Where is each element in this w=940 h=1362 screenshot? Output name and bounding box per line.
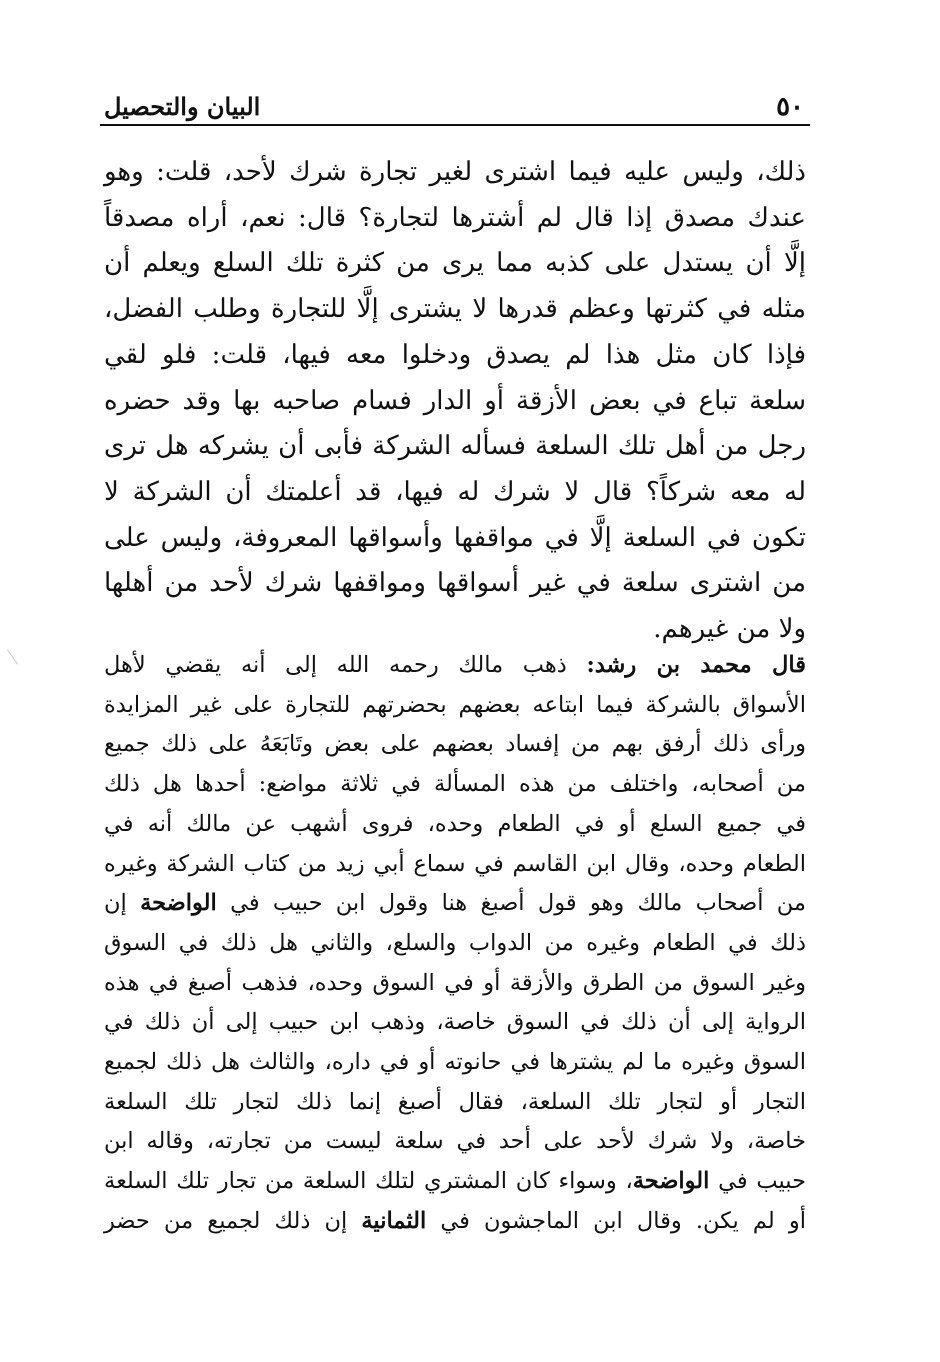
- text-line: ذلك في الطعام وغيره من الدواب والسلع، والثاني هل ذلك في السوق: [104, 929, 806, 956]
- text-line: عندك مصدق إذا قال لم أشترها لتجارة؟ قال: نعم، أراه مصدقاً: [104, 202, 806, 233]
- text-fragment: ذهب مالك رحمه الله إلى أنه يقضي لأهل: [104, 652, 587, 678]
- text-fragment: ، وسواء كان المشتري لتلك السلعة من تجار تلك السلعة: [104, 1168, 633, 1195]
- text-line: [104, 1202, 806, 1242]
- text-line: رجل من أهل تلك السلعة فسأله الشركة فأبى أن يشركه هل ترى: [104, 431, 806, 462]
- text-line: ورأى ذلك أرفق بهم من إفساد بعضهم على بعض وتَابَعَهُ على ذلك جميع: [104, 731, 806, 758]
- text-line: الأسواق بالشركة فيما ابتاعه بعضهم بحضرتهم للتجارة على غير المزايدة: [104, 691, 806, 718]
- text-line: فإذا كان مثل هذا لم يصدق ودخلوا معه فيها، قلت: فلو لقي: [104, 339, 806, 370]
- text-line: خاصة، ولا شرك لأحد على أحد في سلعة ليست من تجارته، وقاله ابن: [104, 1128, 806, 1155]
- text-line: تكون في السلعة إلَّا في مواقفها وأسواقها المعروفة، وليس على: [104, 522, 806, 553]
- text-fragment: إن ذلك لجميع من حضر: [104, 1207, 362, 1234]
- text-fragment: من أصحاب مالك وهو قول أصبغ هنا وقول ابن حبيب في: [216, 890, 806, 917]
- text-line: [104, 1162, 806, 1202]
- text-line: [104, 646, 806, 686]
- book-title: الواضحة: [140, 890, 217, 917]
- paragraph-question: [104, 150, 806, 653]
- book-title: الثمانية: [361, 1207, 427, 1234]
- text-line: مثله في كثرتها وعظم قدرها لا يشترى إلَّا للتجارة وطلب الفضل،: [104, 294, 806, 325]
- paragraph-commentary: [104, 646, 806, 1242]
- text-fragment: أو لم يكن. وقال ابن الماجشون في: [426, 1207, 806, 1234]
- text-line: [104, 884, 806, 924]
- text-line: إلَّا أن يستدل على كذبه مما يرى من كثرة تلك السلع ويعلم أن: [104, 248, 806, 279]
- page-header: [104, 86, 804, 122]
- text-line: سلعة تباع في بعض الأزقة أو الدار فسام صاحبه بها وقد حضره: [104, 385, 806, 416]
- text-line: السوق وغيره ما لم يشترها في حانوته أو في داره، والثالث هل ذلك لجميع: [104, 1049, 806, 1076]
- text-line: من اشترى سلعة في غير أسواقها ومواقفها شرك لأحد من أهلها: [104, 568, 806, 599]
- running-title: البيان والتحصيل: [104, 92, 261, 121]
- book-title: الواضحة: [632, 1168, 710, 1195]
- header-rule: [100, 124, 810, 126]
- text-fragment: إن: [104, 890, 141, 917]
- text-line: من أصحابه، واختلف من هذه المسألة في ثلاثة مواضع: أحدها هل ذلك: [104, 771, 806, 798]
- text-line: الرواية إلى أن ذلك في السوق خاصة، وذهب ابن حبيب إلى أن ذلك في: [104, 1009, 806, 1036]
- page-number: ٥٠: [776, 92, 804, 122]
- scan-mark: [7, 649, 18, 664]
- text-fragment: حبيب في: [709, 1168, 806, 1195]
- text-line: الطعام وحده، وقال ابن القاسم في سماع أبي زيد من كتاب الشركة وغيره: [104, 850, 806, 877]
- text-line: ذلك، وليس عليه فيما اشترى لغير تجارة شرك لأحد، قلت: وهو: [104, 157, 806, 187]
- text-line: وغير السوق من الطرق والأزقة أو في السوق وحده، فذهب أصبغ في هذه: [104, 969, 806, 996]
- text-line: في جميع السلع أو في الطعام وحده، فروى أشهب عن مالك أنه في: [104, 810, 806, 837]
- text-line: التجار أو لتجار تلك السلعة، فقال أصبغ إنما ذلك لتجار تلك السلعة: [104, 1088, 806, 1115]
- speaker-label: قال محمد بن رشد:: [586, 652, 807, 678]
- text-line: له معه شركاً؟ قال لا شرك له فيها، قد أعلمتك أن الشركة لا: [104, 476, 806, 507]
- text-line: ولا من غيرهم.: [653, 614, 806, 645]
